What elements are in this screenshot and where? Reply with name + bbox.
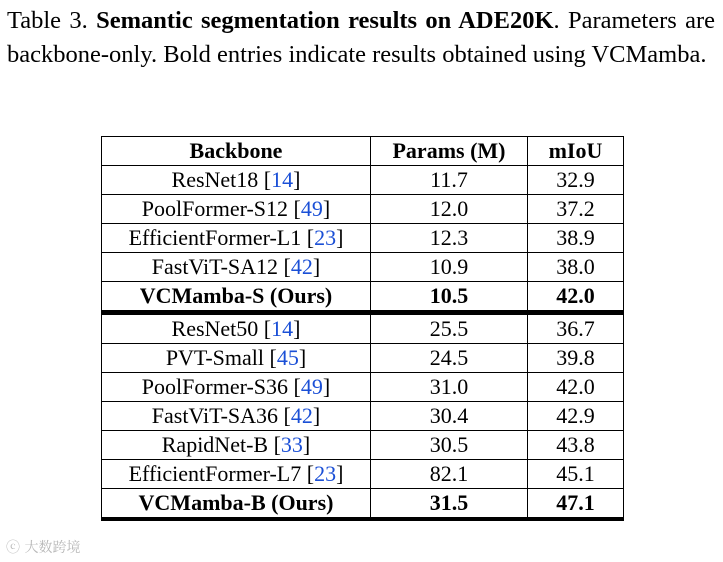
params-cell: 25.5 <box>371 313 528 344</box>
params-cell: 30.5 <box>371 431 528 460</box>
citation-link[interactable]: 14 <box>271 167 294 192</box>
watermark <box>6 537 80 557</box>
citation-link[interactable]: 23 <box>314 225 337 250</box>
results-table <box>101 136 624 521</box>
citation-link[interactable]: 49 <box>300 374 323 399</box>
miou-cell: 32.9 <box>528 166 624 195</box>
miou-cell: 38.9 <box>528 224 624 253</box>
backbone-cell: ResNet50 [14] <box>102 313 371 344</box>
backbone-cell: VCMamba-S (Ours) <box>102 282 371 313</box>
citation-link[interactable]: 23 <box>314 461 337 486</box>
miou-cell: 42.0 <box>528 373 624 402</box>
params-cell: 11.7 <box>371 166 528 195</box>
header-params: Params (M) <box>371 137 528 166</box>
citation-link[interactable]: 49 <box>300 196 323 221</box>
miou-cell: 47.1 <box>528 489 624 520</box>
citation-link[interactable]: 45 <box>276 345 299 370</box>
caption-label: Table 3. <box>7 7 88 34</box>
table-row <box>102 431 624 460</box>
backbone-cell: RapidNet-B [33] <box>102 431 371 460</box>
miou-cell: 36.7 <box>528 313 624 344</box>
params-cell: 82.1 <box>371 460 528 489</box>
miou-cell: 37.2 <box>528 195 624 224</box>
backbone-cell: FastViT-SA12 [42] <box>102 253 371 282</box>
params-cell: 10.5 <box>371 282 528 313</box>
caption-text: . Parameters are backbone-only. Bold entries indicate results obtained using VCMamba. <box>7 7 716 68</box>
params-cell: 12.0 <box>371 195 528 224</box>
miou-cell: 38.0 <box>528 253 624 282</box>
table-row <box>102 344 624 373</box>
table-row-ours <box>102 282 624 313</box>
table-row <box>102 224 624 253</box>
table-row <box>102 313 624 344</box>
backbone-cell: EfficientFormer-L1 [23] <box>102 224 371 253</box>
citation-link[interactable]: 14 <box>271 316 294 341</box>
table-row <box>102 253 624 282</box>
table-row <box>102 460 624 489</box>
header-row <box>102 137 624 166</box>
params-cell: 30.4 <box>371 402 528 431</box>
miou-cell: 45.1 <box>528 460 624 489</box>
miou-cell: 43.8 <box>528 431 624 460</box>
table-row <box>102 402 624 431</box>
backbone-cell: FastViT-SA36 [42] <box>102 402 371 431</box>
table-row <box>102 373 624 402</box>
params-cell: 12.3 <box>371 224 528 253</box>
citation-link[interactable]: 33 <box>280 432 303 457</box>
backbone-cell: ResNet18 [14] <box>102 166 371 195</box>
miou-cell: 42.0 <box>528 282 624 313</box>
backbone-cell: VCMamba-B (Ours) <box>102 489 371 520</box>
table-row-ours <box>102 489 624 520</box>
params-cell: 31.0 <box>371 373 528 402</box>
backbone-cell: EfficientFormer-L7 [23] <box>102 460 371 489</box>
caption-title: Semantic segmentation results on ADE20K <box>96 7 554 34</box>
params-cell: 10.9 <box>371 253 528 282</box>
table-row <box>102 195 624 224</box>
backbone-cell: PoolFormer-S12 [49] <box>102 195 371 224</box>
watermark-logo-icon: ⓒ <box>6 540 20 556</box>
miou-cell: 42.9 <box>528 402 624 431</box>
backbone-cell: PoolFormer-S36 [49] <box>102 373 371 402</box>
table-caption <box>7 4 715 72</box>
citation-link[interactable]: 42 <box>290 403 313 428</box>
miou-cell: 39.8 <box>528 344 624 373</box>
header-backbone: Backbone <box>102 137 371 166</box>
watermark-text: 大数跨境 <box>24 540 81 556</box>
backbone-cell: PVT-Small [45] <box>102 344 371 373</box>
params-cell: 24.5 <box>371 344 528 373</box>
citation-link[interactable]: 42 <box>290 254 313 279</box>
params-cell: 31.5 <box>371 489 528 520</box>
header-miou: mIoU <box>528 137 624 166</box>
table-row <box>102 166 624 195</box>
